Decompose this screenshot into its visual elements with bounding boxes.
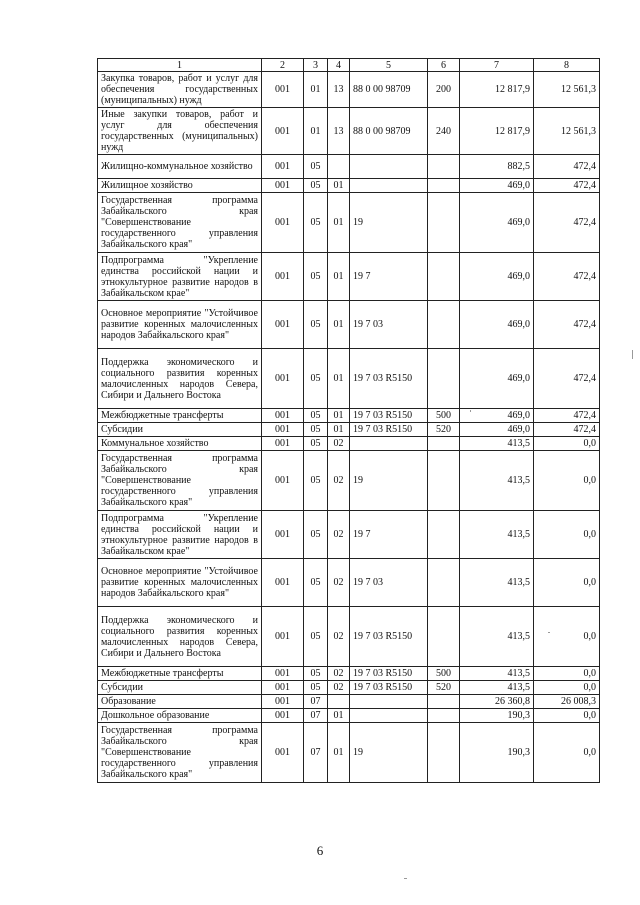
item-name-cell: Жилищно-коммунальное хозяйство: [98, 155, 262, 179]
header-cell: 3: [304, 59, 328, 72]
amount-year2-cell: 472,4: [534, 179, 600, 193]
scan-speck: [632, 350, 633, 359]
expense-type-cell: [428, 451, 460, 511]
expense-type-cell: [428, 301, 460, 349]
table-row: [98, 193, 600, 253]
subsection-code-cell: 13: [328, 72, 350, 108]
amount-year2-cell: 472,4: [534, 155, 600, 179]
section-code-cell: 05: [304, 437, 328, 451]
section-code-cell: 05: [304, 511, 328, 559]
amount-year2-cell: 0,0: [534, 437, 600, 451]
expense-type-cell: [428, 559, 460, 607]
item-name-cell: Дошкольное образование: [98, 709, 262, 723]
item-name-cell: Коммунальное хозяйство: [98, 437, 262, 451]
expense-type-cell: [428, 155, 460, 179]
subsection-code-cell: 01: [328, 179, 350, 193]
expense-type-cell: 520: [428, 681, 460, 695]
amount-year2-cell: 0,0: [534, 559, 600, 607]
subsection-code-cell: 02: [328, 559, 350, 607]
target-article-cell: 19 7 03: [350, 559, 428, 607]
table-row: [98, 108, 600, 155]
item-name-cell: Жилищное хозяйство: [98, 179, 262, 193]
expense-type-cell: [428, 437, 460, 451]
amount-year2-cell: 12 561,3: [534, 72, 600, 108]
subsection-code-cell: 02: [328, 681, 350, 695]
amount-year1-cell: 413,5: [460, 451, 534, 511]
amount-year1-cell: 190,3: [460, 723, 534, 783]
section-code-cell: 05: [304, 193, 328, 253]
target-article-cell: 19 7: [350, 511, 428, 559]
subsection-code-cell: 01: [328, 723, 350, 783]
section-code-cell: 05: [304, 607, 328, 667]
header-cell: 7: [460, 59, 534, 72]
table-row: [98, 695, 600, 709]
amount-year1-cell: 12 817,9: [460, 108, 534, 155]
admin-code-cell: 001: [262, 72, 304, 108]
target-article-cell: 19 7: [350, 253, 428, 301]
admin-code-cell: 001: [262, 451, 304, 511]
section-code-cell: 05: [304, 409, 328, 423]
amount-year1-cell: 413,5: [460, 667, 534, 681]
target-article-cell: 19 7 03 R5150: [350, 409, 428, 423]
admin-code-cell: 001: [262, 559, 304, 607]
item-name-cell: Подпрограмма "Укрепление единства российской нации и этнокультурное развитие народов в Забайкальском крае": [98, 511, 262, 559]
expense-type-cell: [428, 709, 460, 723]
expense-type-cell: [428, 349, 460, 409]
amount-year2-cell: 472,4: [534, 349, 600, 409]
amount-year1-cell: 469,0: [460, 423, 534, 437]
item-name-cell: Субсидии: [98, 681, 262, 695]
item-name-cell: Основное мероприятие "Устойчивое развитие коренных малочисленных народов Забайкальского края": [98, 301, 262, 349]
table-row: [98, 667, 600, 681]
amount-year1-cell: 413,5: [460, 607, 534, 667]
expense-type-cell: [428, 607, 460, 667]
subsection-code-cell: [328, 155, 350, 179]
subsection-code-cell: 01: [328, 253, 350, 301]
item-name-cell: Подпрограмма "Укрепление единства российской нации и этнокультурное развитие народов в Забайкальском крае": [98, 253, 262, 301]
section-code-cell: 05: [304, 253, 328, 301]
amount-year1-cell: 469,0: [460, 193, 534, 253]
subsection-code-cell: 01: [328, 423, 350, 437]
target-article-cell: 88 0 00 98709: [350, 72, 428, 108]
header-cell: 5: [350, 59, 428, 72]
table-row: [98, 559, 600, 607]
item-name-cell: Основное мероприятие "Устойчивое развитие коренных малочисленных народов Забайкальского края": [98, 559, 262, 607]
item-name-cell: Закупка товаров, работ и услуг для обеспечения государственных (муниципальных) нужд: [98, 72, 262, 108]
subsection-code-cell: 01: [328, 193, 350, 253]
table-row: [98, 709, 600, 723]
subsection-code-cell: 02: [328, 667, 350, 681]
target-article-cell: [350, 179, 428, 193]
target-article-cell: [350, 155, 428, 179]
amount-year2-cell: 472,4: [534, 409, 600, 423]
amount-year1-cell: 413,5: [460, 681, 534, 695]
admin-code-cell: 001: [262, 437, 304, 451]
admin-code-cell: 001: [262, 155, 304, 179]
amount-year1-cell: 469,0: [460, 253, 534, 301]
section-code-cell: 05: [304, 349, 328, 409]
section-code-cell: 07: [304, 695, 328, 709]
admin-code-cell: 001: [262, 193, 304, 253]
amount-year2-cell: 472,4: [534, 423, 600, 437]
header-cell: 1: [98, 59, 262, 72]
target-article-cell: [350, 709, 428, 723]
subsection-code-cell: 01: [328, 409, 350, 423]
amount-year2-cell: 472,4: [534, 253, 600, 301]
target-article-cell: 19: [350, 723, 428, 783]
admin-code-cell: 001: [262, 695, 304, 709]
expense-type-cell: [428, 193, 460, 253]
subsection-code-cell: [328, 695, 350, 709]
section-code-cell: 05: [304, 155, 328, 179]
item-name-cell: Поддержка экономического и социального развития коренных малочисленных народов Севера, Сибири и Дальнего Востока: [98, 607, 262, 667]
section-code-cell: 01: [304, 72, 328, 108]
admin-code-cell: 001: [262, 423, 304, 437]
section-code-cell: 07: [304, 723, 328, 783]
amount-year1-cell: 469,0: [460, 301, 534, 349]
admin-code-cell: 001: [262, 253, 304, 301]
table-row: [98, 511, 600, 559]
amount-year2-cell: 0,0: [534, 723, 600, 783]
expense-type-cell: [428, 511, 460, 559]
admin-code-cell: 001: [262, 409, 304, 423]
admin-code-cell: 001: [262, 108, 304, 155]
item-name-cell: Государственная программа Забайкальского края "Совершенствование государственного управления Забайкальского края": [98, 193, 262, 253]
item-name-cell: Образование: [98, 695, 262, 709]
target-article-cell: [350, 695, 428, 709]
amount-year2-cell: 0,0: [534, 511, 600, 559]
item-name-cell: Поддержка экономического и социального развития коренных малочисленных народов Севера, Сибири и Дальнего Востока: [98, 349, 262, 409]
subsection-code-cell: 02: [328, 451, 350, 511]
section-code-cell: 05: [304, 451, 328, 511]
item-name-cell: Субсидии: [98, 423, 262, 437]
header-row: [98, 59, 600, 72]
table-row: [98, 681, 600, 695]
amount-year2-cell: 0,0: [534, 451, 600, 511]
amount-year2-cell: 472,4: [534, 301, 600, 349]
admin-code-cell: 001: [262, 667, 304, 681]
expense-type-cell: [428, 253, 460, 301]
admin-code-cell: 001: [262, 511, 304, 559]
table-row: [98, 451, 600, 511]
target-article-cell: 19: [350, 451, 428, 511]
table-row: [98, 349, 600, 409]
section-code-cell: 05: [304, 423, 328, 437]
admin-code-cell: 001: [262, 709, 304, 723]
section-code-cell: 07: [304, 709, 328, 723]
amount-year1-cell: 469,0: [460, 179, 534, 193]
section-code-cell: 01: [304, 108, 328, 155]
subsection-code-cell: 01: [328, 349, 350, 409]
table-row: [98, 437, 600, 451]
section-code-cell: 05: [304, 179, 328, 193]
table-row: [98, 607, 600, 667]
table-row: [98, 723, 600, 783]
subsection-code-cell: 01: [328, 301, 350, 349]
section-code-cell: 05: [304, 301, 328, 349]
page-number: 6: [316, 843, 324, 858]
amount-year2-cell: 26 008,3: [534, 695, 600, 709]
amount-year1-cell: 413,5: [460, 511, 534, 559]
amount-year2-cell: 0,0: [534, 709, 600, 723]
expense-type-cell: 240: [428, 108, 460, 155]
amount-year2-cell: 0,0: [534, 681, 600, 695]
target-article-cell: 19 7 03 R5150: [350, 607, 428, 667]
table-row: [98, 155, 600, 179]
admin-code-cell: 001: [262, 301, 304, 349]
header-cell: 2: [262, 59, 304, 72]
scan-speck: [470, 410, 471, 412]
subsection-code-cell: 13: [328, 108, 350, 155]
amount-year1-cell: 190,3: [460, 709, 534, 723]
table-row: [98, 72, 600, 108]
subsection-code-cell: 02: [328, 511, 350, 559]
subsection-code-cell: 02: [328, 607, 350, 667]
item-name-cell: Межбюджетные трансферты: [98, 409, 262, 423]
expense-type-cell: 500: [428, 409, 460, 423]
admin-code-cell: 001: [262, 723, 304, 783]
section-code-cell: 05: [304, 559, 328, 607]
target-article-cell: [350, 437, 428, 451]
table-row: [98, 301, 600, 349]
target-article-cell: 19: [350, 193, 428, 253]
section-code-cell: 05: [304, 681, 328, 695]
target-article-cell: 19 7 03 R5150: [350, 349, 428, 409]
target-article-cell: 19 7 03 R5150: [350, 681, 428, 695]
item-name-cell: Межбюджетные трансферты: [98, 667, 262, 681]
table-row: [98, 423, 600, 437]
admin-code-cell: 001: [262, 681, 304, 695]
item-name-cell: Государственная программа Забайкальского края "Совершенствование государственного управления Забайкальского края": [98, 451, 262, 511]
target-article-cell: 88 0 00 98709: [350, 108, 428, 155]
item-name-cell: Иные закупки товаров, работ и услуг для обеспечения государственных (муниципальных) нужд: [98, 108, 262, 155]
target-article-cell: 19 7 03 R5150: [350, 423, 428, 437]
amount-year1-cell: 413,5: [460, 559, 534, 607]
amount-year2-cell: 0,0: [534, 667, 600, 681]
expense-type-cell: 200: [428, 72, 460, 108]
expense-type-cell: [428, 179, 460, 193]
amount-year2-cell: 0,0: [534, 607, 600, 667]
table-row: [98, 179, 600, 193]
subsection-code-cell: 02: [328, 437, 350, 451]
expense-type-cell: 520: [428, 423, 460, 437]
expense-type-cell: [428, 695, 460, 709]
amount-year1-cell: 469,0: [460, 409, 534, 423]
amount-year1-cell: 469,0: [460, 349, 534, 409]
header-cell: 6: [428, 59, 460, 72]
admin-code-cell: 001: [262, 349, 304, 409]
scan-speck: [548, 632, 550, 633]
admin-code-cell: 001: [262, 179, 304, 193]
admin-code-cell: 001: [262, 607, 304, 667]
header-cell: 4: [328, 59, 350, 72]
amount-year1-cell: 26 360,8: [460, 695, 534, 709]
expense-type-cell: [428, 723, 460, 783]
item-name-cell: Государственная программа Забайкальского края "Совершенствование государственного управления Забайкальского края": [98, 723, 262, 783]
target-article-cell: 19 7 03: [350, 301, 428, 349]
table-row: [98, 253, 600, 301]
amount-year1-cell: 413,5: [460, 437, 534, 451]
amount-year1-cell: 882,5: [460, 155, 534, 179]
scan-speck: [404, 878, 407, 879]
header-cell: 8: [534, 59, 600, 72]
budget-table: [97, 58, 600, 783]
subsection-code-cell: 01: [328, 709, 350, 723]
table-body: [98, 72, 600, 783]
section-code-cell: 05: [304, 667, 328, 681]
amount-year1-cell: 12 817,9: [460, 72, 534, 108]
amount-year2-cell: 12 561,3: [534, 108, 600, 155]
amount-year2-cell: 472,4: [534, 193, 600, 253]
expense-type-cell: 500: [428, 667, 460, 681]
target-article-cell: 19 7 03 R5150: [350, 667, 428, 681]
table-row: [98, 409, 600, 423]
